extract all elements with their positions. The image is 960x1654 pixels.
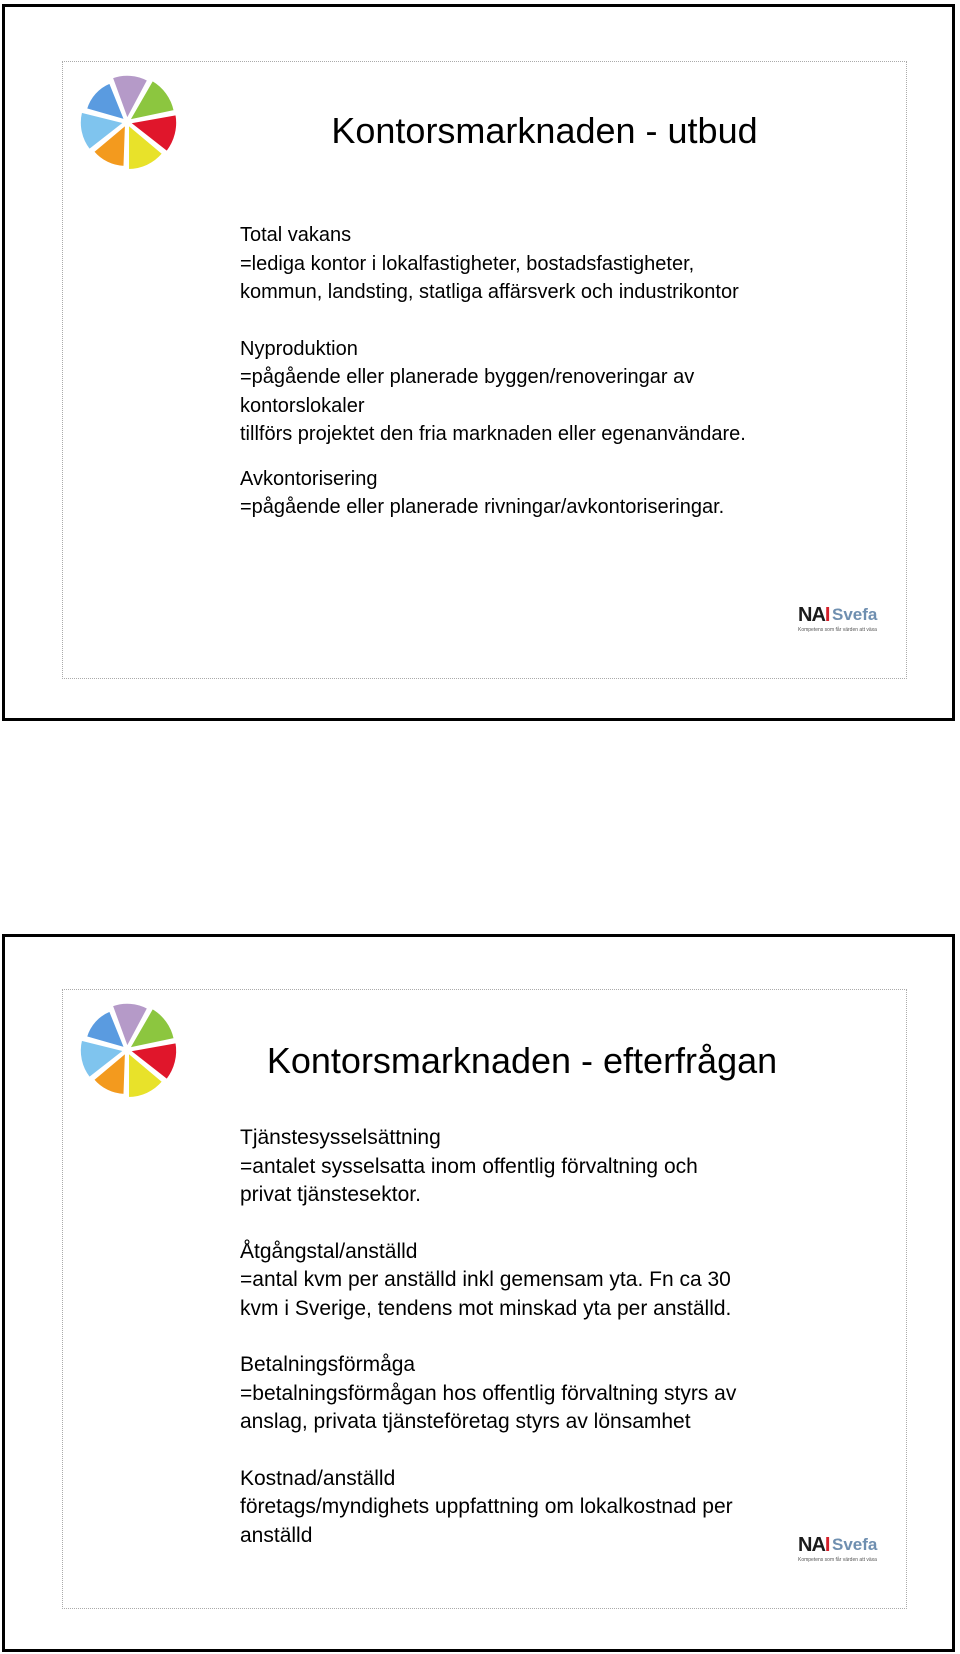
slide-2-content <box>62 989 907 1609</box>
text-block <box>240 465 866 522</box>
block-heading: Nyproduktion <box>240 337 358 360</box>
slide-1-content <box>62 61 907 679</box>
block-line: privat tjänstesektor. <box>240 1183 421 1206</box>
slide-2-title: Kontorsmarknaden - efterfrågan <box>266 1040 778 1081</box>
brand-tagline: Kompetens som får värden att växa <box>798 627 877 633</box>
block-heading: Avkontorisering <box>240 467 378 490</box>
block-line: kontorslokaler <box>240 394 365 417</box>
text-block <box>240 1238 866 1324</box>
block-heading: Åtgångstal/anställd <box>240 1239 418 1263</box>
slide-2-body <box>240 1124 866 1550</box>
block-line: anställd <box>240 1523 313 1547</box>
brand-mark: NAI <box>798 1534 830 1556</box>
brand-mark: NAI <box>798 604 830 626</box>
block-heading: Kostnad/anställd <box>240 1466 396 1490</box>
block-line: anslag, privata tjänsteföretag styrs av lönsamhet <box>240 1410 691 1433</box>
text-block <box>240 1124 866 1210</box>
slide-1-body <box>240 221 866 522</box>
block-line: kvm i Sverige, tendens mot minskad yta per anställd. <box>240 1296 732 1320</box>
brand-name: Svefa <box>832 605 878 624</box>
block-heading: Tjänstesysselsättning <box>240 1126 441 1149</box>
block-line: kommun, landsting, statliga affärsverk och industrikontor <box>240 281 739 303</box>
block-heading: Total vakans <box>240 224 352 246</box>
block-heading: Betalningsförmåga <box>240 1353 416 1376</box>
block-line: =antalet sysselsatta inom offentlig förvaltning och <box>240 1154 698 1178</box>
block-line: tillförs projektet den fria marknaden eller egenanvändare. <box>240 423 746 445</box>
slide-1-title: Kontorsmarknaden - utbud <box>331 110 758 151</box>
slide-1 <box>2 4 955 721</box>
text-block <box>240 1465 866 1551</box>
text-block <box>240 335 866 449</box>
block-line: =lediga kontor i lokalfastigheter, bostadsfastigheter, <box>240 252 695 275</box>
text-block <box>240 1351 866 1437</box>
slide-2 <box>2 934 955 1652</box>
nai-svefa-logo <box>798 1530 888 1570</box>
block-line: =betalningsförmågan hos offentlig förvaltning styrs av <box>240 1381 737 1405</box>
block-line: =pågående eller planerade byggen/renoveringar av <box>240 366 695 388</box>
text-block <box>240 221 866 307</box>
nai-svefa-logo <box>798 600 888 640</box>
brand-name: Svefa <box>832 1535 878 1554</box>
block-line: =antal kvm per anställd inkl gemensam yta. Fn ca 30 <box>240 1268 731 1291</box>
block-line: företags/myndighets uppfattning om lokalkostnad per <box>240 1495 733 1518</box>
brand-tagline: Kompetens som får värden att växa <box>798 1557 877 1563</box>
block-line: =pågående eller planerade rivningar/avkontoriseringar. <box>240 496 725 518</box>
